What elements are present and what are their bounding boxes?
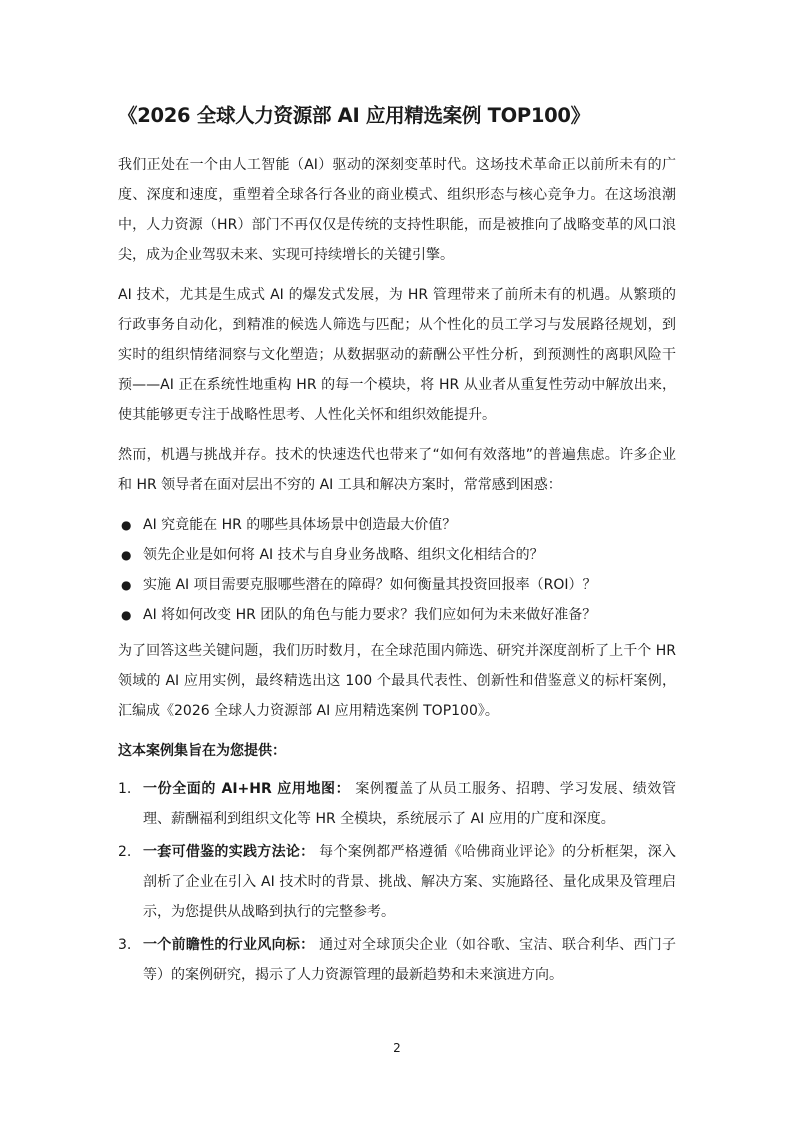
offer-title: 一套可借鉴的实践方法论： (143, 844, 315, 860)
list-number: 3. (118, 937, 132, 953)
list-item (118, 774, 676, 834)
offer-text: 通过对全球顶尖企业（如谷歌、宝洁、联合利华、西门子等）的案例研究，揭示了人力资源管理的最新趋势和未来演进方向。 (143, 937, 677, 983)
offer-text: 案例覆盖了从员工服务、招聘、学习发展、绩效管理、薪酬福利到组织文化等 HR 全模块，系统展示了 AI 应用的广度和深度。 (143, 781, 676, 827)
list-item (118, 510, 676, 540)
page-number: 2 (393, 1041, 401, 1055)
list-item (118, 540, 676, 570)
list-number: 2. (118, 844, 132, 860)
list-item (118, 600, 676, 630)
challenge-paragraph: 然而，机遇与挑战并存。技术的快速迭代也带来了“如何有效落地”的普遍焦虑。许多企业和 HR 领导者在面对层出不穷的 AI 工具和解决方案时，常常感到困惑： (118, 447, 676, 493)
offer-text: 每个案例都严格遵循《哈佛商业评论》的分析框架，深入剖析了企业在引入 AI 技术时的背景、挑战、解决方案、实施路径、量化成果及管理启示，为您提供从战略到执行的完整参考。 (143, 844, 677, 920)
offer-heading: 这本案例集旨在为您提供： (118, 743, 286, 759)
closing-paragraph: 为了回答这些关键问题，我们历时数月，在全球范围内筛选、研究并深度剖析了上千个 HR 领域的 AI 应用实例，最终精选出这 100 个最具代表性、创新性和借鉴意义的标杆案例，汇编成《2026 全球人力资源部 AI 应用精选案例 TOP100》。 (118, 643, 676, 719)
bullet-icon: ● (121, 518, 132, 532)
document-body (118, 150, 676, 993)
offer-list (118, 774, 676, 990)
bullet-icon: ● (121, 548, 132, 562)
intro-paragraph: 我们正处在一个由人工智能（AI）驱动的深刻变革时代。这场技术革命正以前所未有的广度、深度和速度，重塑着全球各行各业的商业模式、组织形态与核心竞争力。在这场浪潮中，人力资源（HR）部门不再仅仅是传统的支持性职能，而是被推向了战略变革的风口浪尖，成为企业驾驭未来、实现可持续增长的关键引擎。 (118, 157, 676, 263)
list-number: 1. (118, 781, 132, 797)
bullet-icon: ● (121, 608, 132, 622)
question-text: AI 究竟能在 HR 的哪些具体场景中创造最大价值？ (143, 517, 457, 533)
question-list (118, 510, 676, 630)
question-text: 领先企业是如何将 AI 技术与自身业务战略、组织文化相结合的？ (143, 547, 544, 563)
offer-title: 一个前瞻性的行业风向标： (143, 937, 315, 953)
list-item (118, 570, 676, 600)
document-title: 《2026 全球人力资源部 AI 应用精选案例 TOP100》 (118, 104, 590, 127)
offer-title: 一份全面的 AI+HR 应用地图： (143, 781, 351, 797)
list-item (118, 930, 676, 990)
question-text: 实施 AI 项目需要克服哪些潜在的障碍？如何衡量其投资回报率（ROI）？ (143, 577, 597, 593)
list-item (118, 837, 676, 927)
question-text: AI 将如何改变 HR 团队的角色与能力要求？我们应如何为未来做好准备？ (143, 607, 597, 623)
ai-opportunity-paragraph: AI 技术，尤其是生成式 AI 的爆发式发展，为 HR 管理带来了前所未有的机遇。从繁琐的行政事务自动化，到精准的候选人筛选与匹配；从个性化的员工学习与发展路径规划，到实时的组织情绪洞察与文化塑造；从数据驱动的薪酬公平性分析，到预测性的离职风险干预——AI 正在系统性地重构 HR 的每一个模块，将 HR 从业者从重复性劳动中解放出来，使其能够更专注于战略性思考、人性化关怀和组织效能提升。 (118, 287, 676, 423)
bullet-icon: ● (121, 578, 132, 592)
